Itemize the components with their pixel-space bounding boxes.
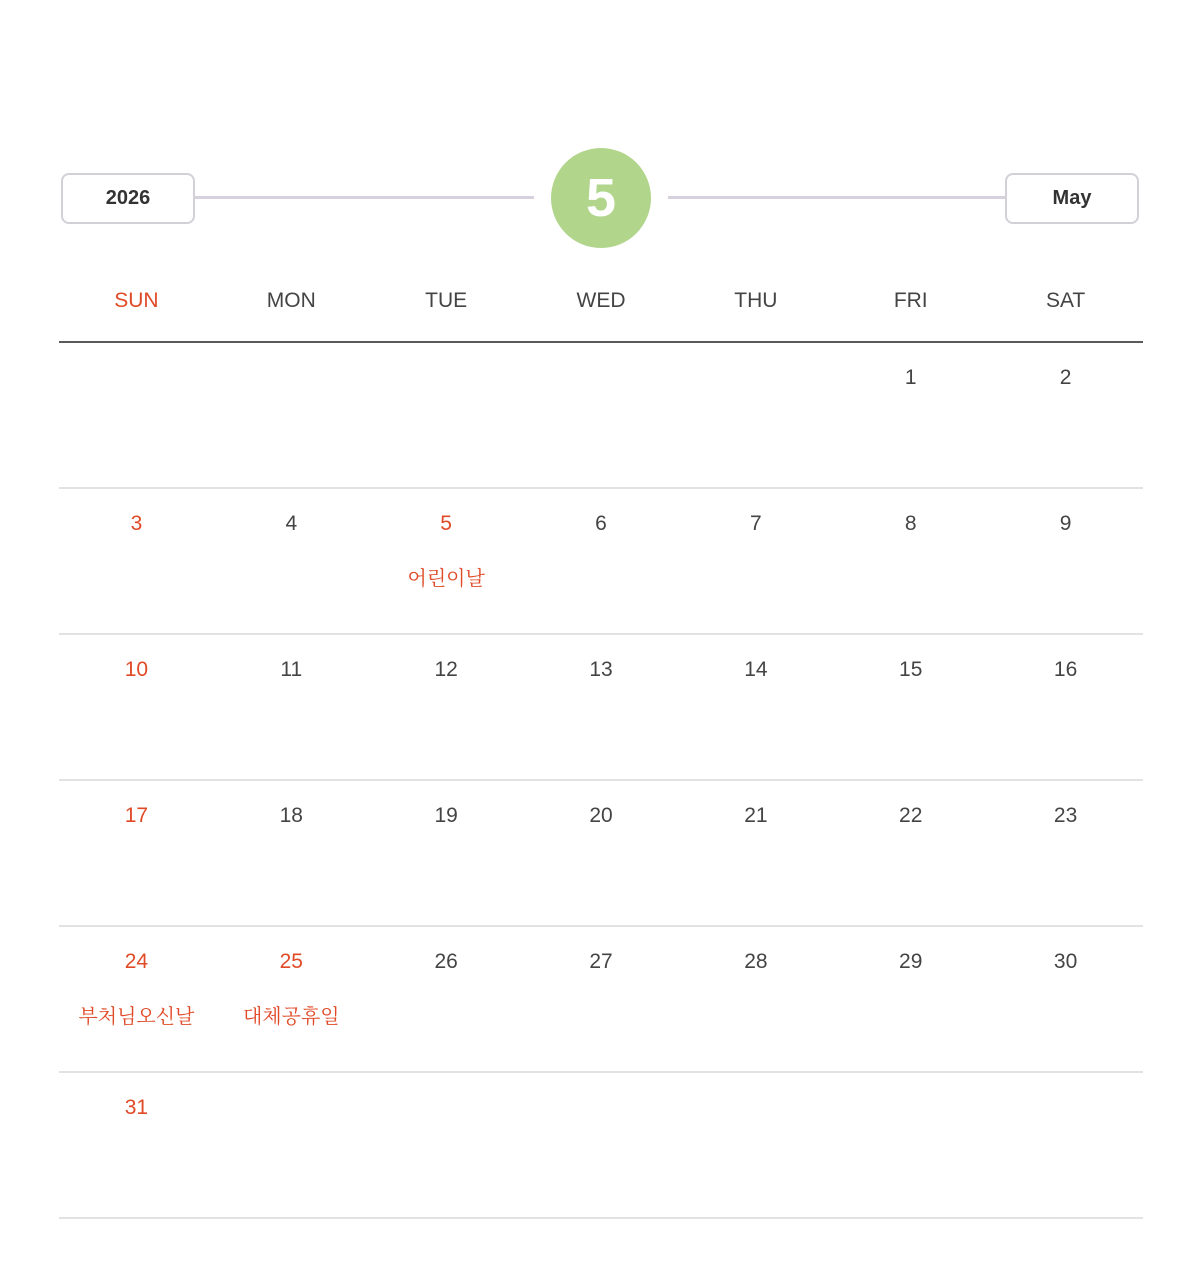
day-cell[interactable] bbox=[678, 635, 833, 779]
week-row bbox=[59, 927, 1143, 1073]
month-button[interactable]: May bbox=[1005, 173, 1139, 224]
header-divider-right bbox=[668, 196, 1005, 199]
empty-day-cell bbox=[59, 343, 214, 487]
day-number: 26 bbox=[434, 950, 458, 973]
day-cell[interactable] bbox=[524, 781, 679, 925]
empty-day-cell bbox=[369, 1073, 524, 1217]
day-number: 24 bbox=[124, 950, 149, 973]
day-number: 4 bbox=[285, 512, 298, 535]
weekday-sat: SAT bbox=[1045, 289, 1086, 312]
weekday-fri: FRI bbox=[893, 289, 928, 312]
week-row bbox=[59, 635, 1143, 781]
day-cell[interactable] bbox=[524, 927, 679, 1071]
day-number: 1 bbox=[904, 366, 917, 389]
day-number: 14 bbox=[744, 658, 768, 681]
day-cell[interactable] bbox=[988, 781, 1143, 925]
day-number: 21 bbox=[744, 804, 768, 827]
day-cell[interactable] bbox=[369, 781, 524, 925]
weekday-wed: WED bbox=[576, 289, 626, 312]
day-cell[interactable] bbox=[524, 635, 679, 779]
day-number: 15 bbox=[899, 658, 923, 681]
day-number: 5 bbox=[440, 512, 452, 535]
day-number: 31 bbox=[124, 1096, 149, 1119]
day-cell[interactable] bbox=[369, 635, 524, 779]
empty-day-cell bbox=[678, 343, 833, 487]
day-cell[interactable] bbox=[59, 489, 214, 633]
day-cell[interactable] bbox=[988, 343, 1143, 487]
day-number: 3 bbox=[130, 512, 143, 535]
month-number-badge: 5 bbox=[551, 148, 651, 248]
day-number: 28 bbox=[744, 950, 768, 973]
day-cell[interactable] bbox=[214, 489, 369, 633]
day-number: 12 bbox=[434, 658, 458, 681]
day-number: 22 bbox=[899, 804, 923, 827]
weekday-sun: SUN bbox=[114, 289, 159, 312]
day-cell[interactable] bbox=[833, 489, 988, 633]
empty-day-cell bbox=[524, 1073, 679, 1217]
day-number: 27 bbox=[589, 950, 613, 973]
day-cell[interactable] bbox=[833, 343, 988, 487]
day-number: 7 bbox=[750, 512, 762, 535]
holiday-label: 대체공휴일 bbox=[242, 1006, 340, 1028]
week-row bbox=[59, 1073, 1143, 1219]
day-cell[interactable] bbox=[59, 635, 214, 779]
weekday-thu: THU bbox=[734, 289, 778, 312]
holiday-label: 부처님오신날 bbox=[78, 1006, 195, 1028]
day-number: 30 bbox=[1053, 950, 1078, 973]
calendar-header bbox=[0, 148, 1202, 248]
empty-day-cell bbox=[988, 1073, 1143, 1217]
day-cell[interactable] bbox=[524, 489, 679, 633]
day-number: 11 bbox=[280, 658, 303, 681]
day-number: 16 bbox=[1053, 658, 1078, 681]
day-cell[interactable] bbox=[988, 635, 1143, 779]
holiday-label: 어린이날 bbox=[407, 568, 485, 590]
day-number: 29 bbox=[899, 950, 923, 973]
empty-day-cell bbox=[369, 343, 524, 487]
day-number: 6 bbox=[595, 512, 607, 535]
header-divider-left bbox=[195, 196, 534, 199]
day-cell[interactable] bbox=[678, 927, 833, 1071]
empty-day-cell bbox=[214, 343, 369, 487]
day-number: 8 bbox=[904, 512, 917, 535]
day-number: 20 bbox=[589, 804, 613, 827]
week-row bbox=[59, 343, 1143, 489]
day-cell[interactable] bbox=[678, 489, 833, 633]
day-cell[interactable] bbox=[833, 927, 988, 1071]
day-cell[interactable] bbox=[214, 781, 369, 925]
year-button[interactable]: 2026 bbox=[61, 173, 195, 224]
day-cell[interactable] bbox=[369, 489, 524, 633]
empty-day-cell bbox=[214, 1073, 369, 1217]
day-number: 13 bbox=[589, 658, 613, 681]
empty-day-cell bbox=[524, 343, 679, 487]
day-number: 2 bbox=[1059, 366, 1072, 389]
day-number: 9 bbox=[1059, 512, 1072, 535]
weekday-tue: TUE bbox=[425, 289, 468, 312]
week-row bbox=[59, 489, 1143, 635]
day-number: 10 bbox=[124, 658, 149, 681]
day-cell[interactable] bbox=[988, 927, 1143, 1071]
empty-day-cell bbox=[833, 1073, 988, 1217]
day-cell[interactable] bbox=[59, 1073, 214, 1217]
calendar-grid bbox=[59, 343, 1143, 1219]
weekday-mon: MON bbox=[266, 289, 316, 312]
day-cell[interactable] bbox=[833, 781, 988, 925]
day-cell[interactable] bbox=[59, 927, 214, 1071]
day-cell[interactable] bbox=[678, 781, 833, 925]
day-number: 17 bbox=[124, 804, 149, 827]
day-cell[interactable] bbox=[59, 781, 214, 925]
day-cell[interactable] bbox=[369, 927, 524, 1071]
day-number: 25 bbox=[279, 950, 303, 973]
day-cell[interactable] bbox=[988, 489, 1143, 633]
day-number: 18 bbox=[279, 804, 303, 827]
day-cell[interactable] bbox=[214, 927, 369, 1071]
empty-day-cell bbox=[678, 1073, 833, 1217]
day-cell[interactable] bbox=[833, 635, 988, 779]
day-number: 19 bbox=[434, 804, 458, 827]
day-cell[interactable] bbox=[214, 635, 369, 779]
week-row bbox=[59, 781, 1143, 927]
weekday-header-row bbox=[59, 280, 1143, 343]
day-number: 23 bbox=[1053, 804, 1078, 827]
